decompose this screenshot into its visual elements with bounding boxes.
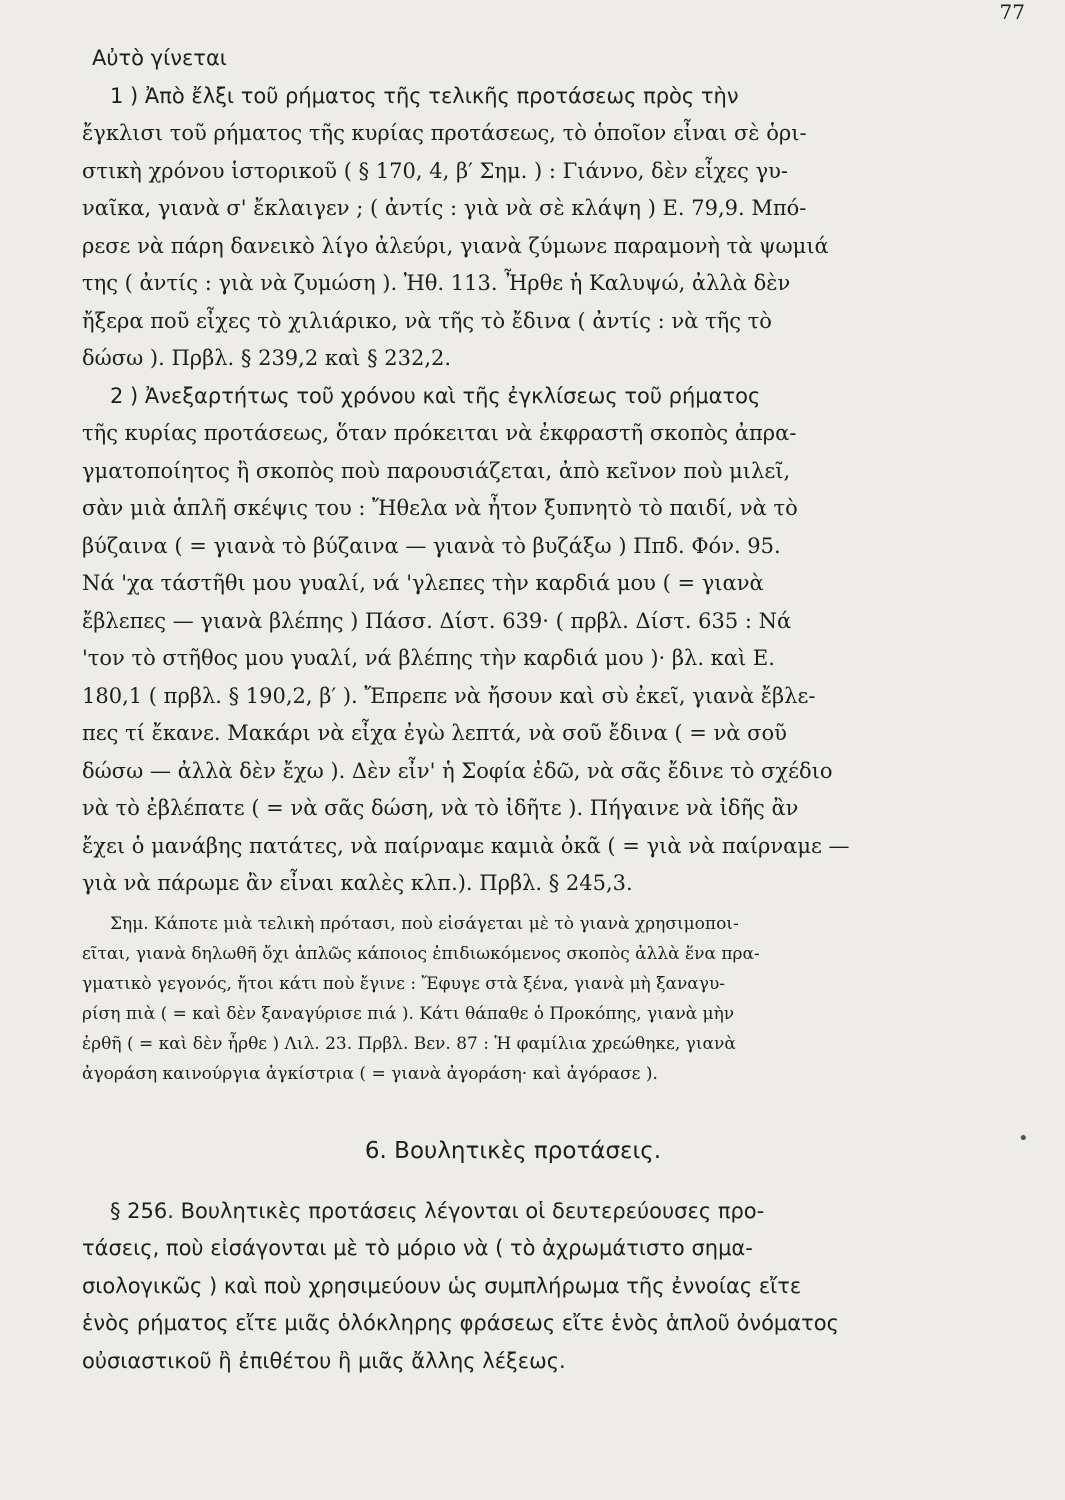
intro-line: Αὐτὸ γίνεται [92, 46, 227, 70]
text-line: Νά 'χα τάστῆθι μου γυαλί, νά 'γλεπες τὴν καρδιά μου ( = γιανὰ [82, 571, 764, 595]
page-content [82, 40, 944, 1380]
text-line: τάσεις, ποὺ εἰσάγονται μὲ τὸ μόριο νὰ ( τὸ ἀχρωμάτιστο σημα- [82, 1236, 753, 1260]
text-line: ρεσε νὰ πάρη δανεικὸ λίγο ἀλεύρι, γιανὰ ζύμωνε παραμονὴ τὰ ψωμιά [82, 233, 829, 258]
section-heading: 6. Βουλητικὲς προτάσεις. [364, 1137, 662, 1164]
paragraph-2 [82, 378, 944, 903]
text-line: οὐσιαστικοῦ ἢ ἐπιθέτου ἢ μιᾶς ἄλλης λέξεως. [82, 1348, 566, 1373]
note-line: ἐρθῆ ( = καὶ δὲν ἦρθε ) Λιλ. 23. Πρβλ. Βεν. 87 : Ἡ φαμίλια χρεώθηκε, γιανὰ [82, 1033, 736, 1054]
page-number: 77 [999, 0, 1025, 24]
text-line: σὰν μιὰ ἁπλῆ σκέψις του : Ἤθελα νὰ ἦτον ξυπνητὸ τὸ παιδί, νὰ τὸ [82, 496, 798, 520]
text-line: ἔχει ὁ μανάβης πατάτες, νὰ παίρναμε καμιὰ ὀκᾶ ( = γιὰ νὰ παίρναμε — [82, 833, 850, 858]
text-line: βύζαινα ( = γιανὰ τὸ βύζαινα — γιανὰ τὸ βυζάξω ) Ππδ. Φόν. 95. [82, 533, 781, 558]
text-line: δώσω — ἀλλὰ δὲν ἔχω ). Δὲν εἶν' ἡ Σοφία ἐδῶ, νὰ σᾶς ἔδινε τὸ σχέδιο [82, 758, 833, 783]
note-line: εῖται, γιανὰ δηλωθῆ ὄχι ἁπλῶς κάποιος ἐπιδιωκόμενος σκοπὸς ἀλλὰ ἕνα πρα- [82, 943, 760, 964]
text-line: ναῖκα, γιανὰ σ' ἔκλαιγεν ; ( ἀντίς : γιὰ νὰ σὲ κλάψη ) Ε. 79,9. Μπό- [82, 196, 807, 220]
text-line: ἔβλεπες — γιανὰ βλέπης ) Πάσσ. Δίστ. 639· ( πρβλ. Δίστ. 635 : Νά [82, 608, 792, 633]
paragraph-256 [82, 1193, 944, 1381]
note-line: Σημ. Κάποτε μιὰ τελικὴ πρότασι, ποὺ εἰσάγεται μὲ τὸ γιανὰ χρησιμοποι- [110, 913, 739, 934]
text-line: 2 ) Ἀνεξαρτήτως τοῦ χρόνου καὶ τῆς ἐγκλίσεως τοῦ ρήματος [110, 383, 761, 408]
text-line: πες τί ἔκανε. Μακάρι νὰ εἶχα ἐγὼ λεπτά, νὰ σοῦ ἔδινα ( = νὰ σοῦ [82, 721, 787, 745]
ink-speck: • [1018, 1128, 1029, 1149]
text-line: γματοποίητος ἢ σκοπὸς ποὺ παρουσιάζεται, ἀπὸ κεῖνον ποὺ μιλεῖ, [82, 458, 791, 483]
text-line: δώσω ). Πρβλ. § 239,2 καὶ § 232,2. [82, 346, 452, 370]
text-line: 180,1 ( πρβλ. § 190,2, β′ ). Ἔπρεπε νὰ ἤσουν καὶ σὺ ἐκεῖ, γιανὰ ἔβλε- [82, 683, 816, 708]
text-line: § 256. Βουλητικὲς προτάσεις λέγονται οἱ δευτερεύουσες προ- [110, 1198, 765, 1223]
note-line: ἀγοράση καινούργια ἀγκίστρια ( = γιανὰ ἀγοράση· καὶ ἀγόρασε ). [82, 1063, 658, 1084]
text-line: γιὰ νὰ πάρωμε ἂν εἶναι καλὲς κλπ.). Πρβλ. § 245,3. [82, 871, 633, 895]
text-line: ἑνὸς ρήματος εἴτε μιᾶς ὁλόκληρης φράσεως εἴτε ἑνὸς ἁπλοῦ ὀνόματος [82, 1311, 839, 1335]
text-line: της ( ἀντίς : γιὰ νὰ ζυμώση ). Ἠθ. 113. Ἦρθε ἡ Καλυψώ, ἀλλὰ δὲν [82, 271, 791, 295]
text-line: ἔγκλισι τοῦ ρήματος τῆς κυρίας προτάσεως, τὸ ὁποῖον εἶναι σὲ ὁρι- [82, 121, 807, 145]
footnote [82, 909, 944, 1089]
text-line: στικὴ χρόνου ἱστορικοῦ ( § 170, 4, β′ Σημ. ) : Γιάννο, δὲν εἶχες γυ- [82, 158, 789, 183]
text-line: σιολογικῶς ) καὶ ποὺ χρησιμεύουν ὡς συμπλήρωμα τῆς ἐννοίας εἴτε [82, 1273, 802, 1298]
text-line: 'τον τὸ στῆθος μου γυαλί, νά βλέπης τὴν καρδιά μου )· βλ. καὶ Ε. [82, 646, 775, 670]
paragraph-1 [82, 78, 944, 378]
note-line: ρίση πιὰ ( = καὶ δὲν ξαναγύρισε πιά ). Κάτι θάπαθε ὁ Προκόπης, γιανὰ μὴν [82, 1003, 735, 1024]
text-line: τῆς κυρίας προτάσεως, ὅταν πρόκειται νὰ ἐκφραστῆ σκοπὸς ἀπρα- [82, 421, 797, 445]
text-line: ἤξερα ποῦ εἶχες τὸ χιλιάρικο, νὰ τῆς τὸ ἔδινα ( ἀντίς : νὰ τῆς τὸ [82, 308, 772, 333]
note-line: γματικὸ γεγονός, ἤτοι κάτι ποὺ ἔγινε : Ἔφυγε στὰ ξένα, γιανὰ μὴ ξαναγυ- [82, 973, 726, 994]
text-line: νὰ τὸ ἐβλέπατε ( = νὰ σᾶς δώση, νὰ τὸ ἰδῆτε ). Πήγαινε νὰ ἰδῆς ἂν [82, 796, 799, 820]
text-line: 1 ) Ἀπὸ ἔλξι τοῦ ρήματος τῆς τελικῆς προτάσεως πρὸς τὴν [110, 83, 739, 108]
